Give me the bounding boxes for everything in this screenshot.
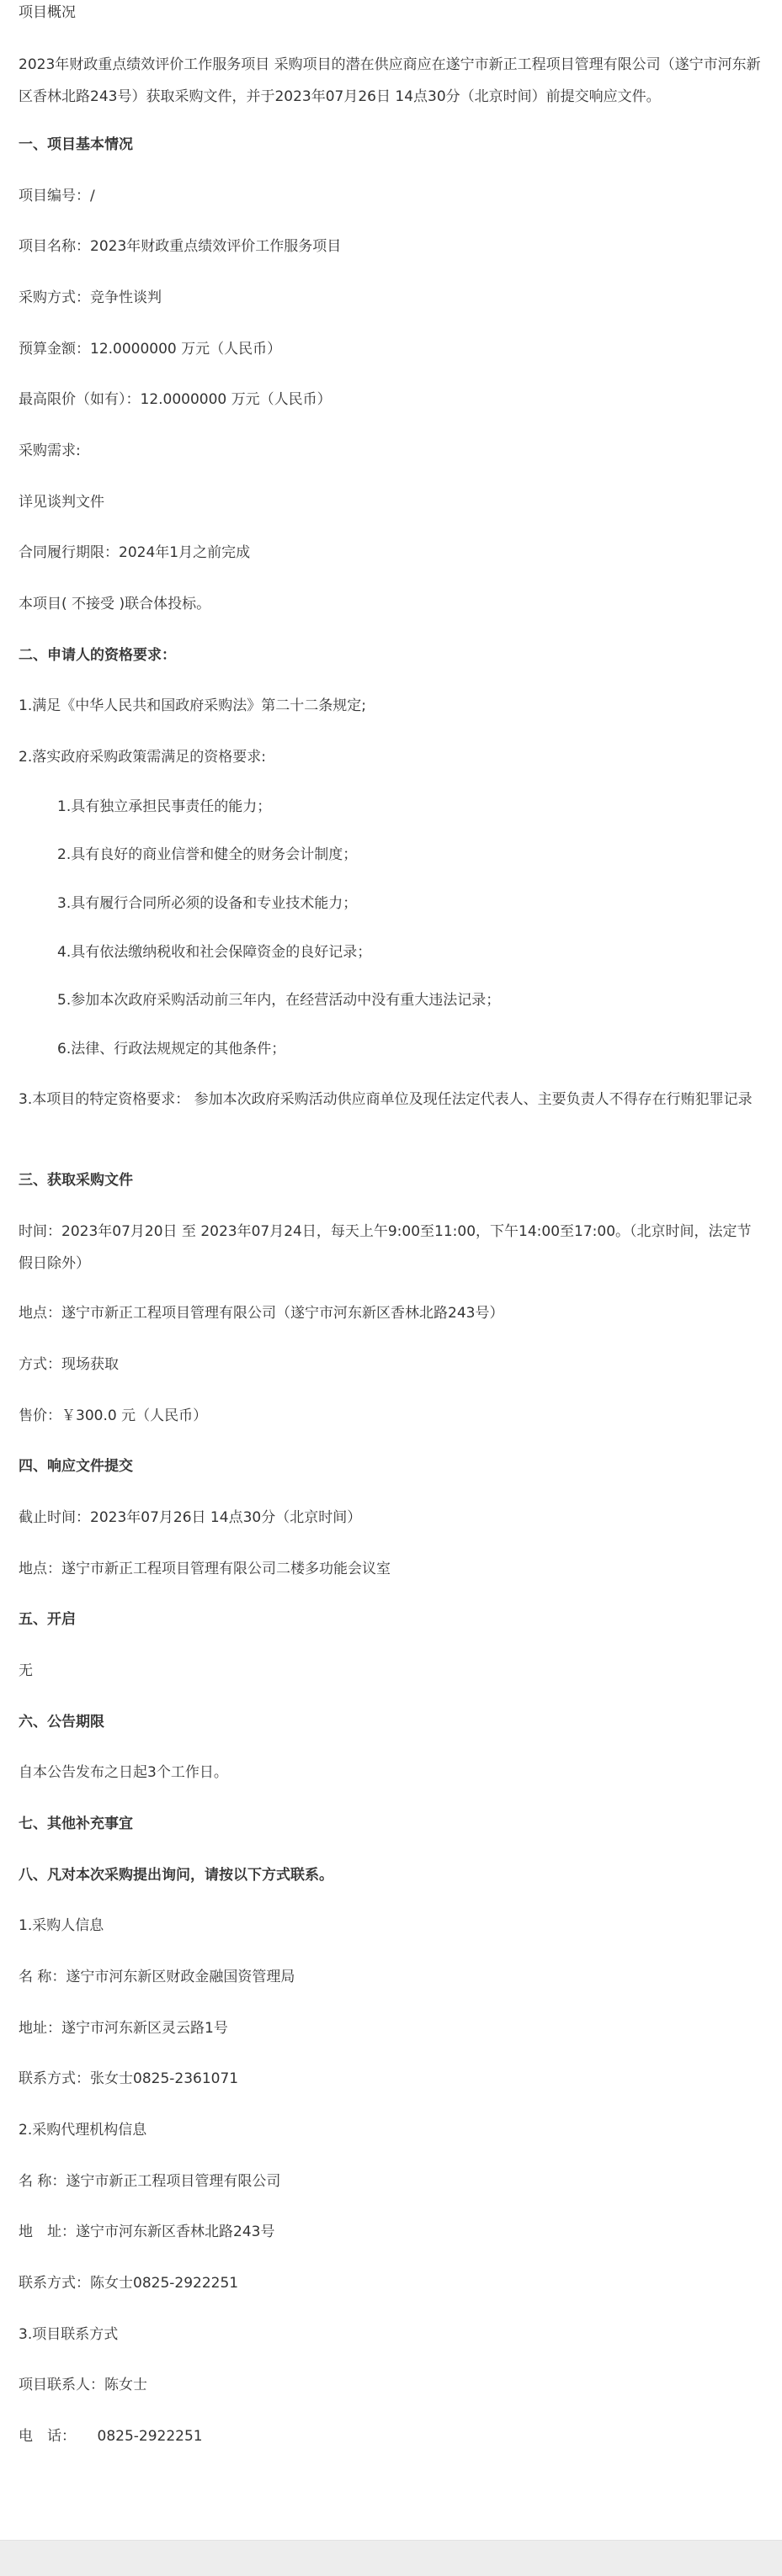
contract-term: 合同履行期限：2024年1月之前完成 xyxy=(19,544,251,561)
intro-paragraph: 2023年财政重点绩效评价工作服务项目 采购项目的潜在供应商应在遂宁市新正工程项目管理有限公司（遂宁市河东新区香林北路243号）获取采购文件，并于2023年07月26日 14点30分（北京时间）前提交响应文件。 xyxy=(19,56,761,105)
policy-requirement: 3.具有履行合同所必须的设备和专业技术能力； xyxy=(57,895,358,912)
project-name: 项目名称：2023年财政重点绩效评价工作服务项目 xyxy=(19,238,342,255)
qualification-item-2: 2.落实政府采购政策需满足的资格要求: xyxy=(19,749,266,766)
section6-heading: 六、公告期限 xyxy=(19,1714,104,1731)
section7-heading: 七、其他补充事宜 xyxy=(19,1815,133,1832)
section1-heading: 一、项目基本情况 xyxy=(19,136,133,153)
policy-requirement: 6.法律、行政法规规定的其他条件； xyxy=(57,1041,286,1057)
policy-requirement: 1.具有独立承担民事责任的能力； xyxy=(57,798,272,815)
budget-amount: 预算金额：12.0000000 万元（人民币） xyxy=(19,341,282,358)
section5-heading: 五、开启 xyxy=(19,1611,76,1628)
procurement-method: 采购方式：竞争性谈判 xyxy=(19,289,162,306)
section8-heading: 八、凡对本次采购提出询问，请按以下方式联系。 xyxy=(19,1867,333,1884)
project-number: 项目编号：/ xyxy=(19,188,95,204)
purchaser-name: 名 称：遂宁市河东新区财政金融国资管理局 xyxy=(19,1969,295,1985)
policy-requirement: 4.具有依法缴纳税收和社会保障资金的良好记录； xyxy=(57,944,372,961)
section4-heading: 四、响应文件提交 xyxy=(19,1458,133,1475)
purchaser-contact: 联系方式：张女士0825-2361071 xyxy=(19,2070,239,2087)
submission-deadline: 截止时间：2023年07月26日 14点30分（北京时间） xyxy=(19,1509,362,1526)
policy-requirement: 2.具有良好的商业信誉和健全的财务会计制度； xyxy=(57,846,358,863)
requirement-label: 采购需求: xyxy=(19,443,81,459)
agency-title: 2.采购代理机构信息 xyxy=(19,2122,147,2139)
acquisition-time: 时间：2023年07月20日 至 2023年07月24日，每天上午9:00至11:00，下午14:00至17:00。（北京时间，法定节假日除外） xyxy=(19,1223,752,1272)
requirement-value: 详见谈判文件 xyxy=(19,494,104,511)
footer-bar xyxy=(0,2540,782,2576)
opening-text: 无 xyxy=(19,1662,33,1679)
qualification-item-3: 3.本项目的特定资格要求： 参加本次政府采购活动供应商单位及现任法定代表人、主要负责人不得存在行贿犯罪记录 xyxy=(19,1091,753,1108)
purchaser-address: 地址：遂宁市河东新区灵云路1号 xyxy=(19,2020,228,2037)
overview-title: 项目概况 xyxy=(19,4,76,21)
section2-heading: 二、申请人的资格要求： xyxy=(19,647,176,664)
submission-place: 地点：遂宁市新正工程项目管理有限公司二楼多功能会议室 xyxy=(19,1561,391,1577)
project-contact-person: 项目联系人：陈女士 xyxy=(19,2377,147,2393)
qualification-item-1: 1.满足《中华人民共和国政府采购法》第二十二条规定; xyxy=(19,697,366,714)
document-price: 售价：￥300.0 元（人民币） xyxy=(19,1407,208,1424)
acquisition-manner: 方式：现场获取 xyxy=(19,1356,119,1373)
agency-contact: 联系方式：陈女士0825-2922251 xyxy=(19,2275,239,2292)
agency-name: 名 称：遂宁市新正工程项目管理有限公司 xyxy=(19,2173,281,2190)
announcement-period: 自本公告发布之日起3个工作日。 xyxy=(19,1764,228,1781)
section3-heading: 三、获取采购文件 xyxy=(19,1172,133,1189)
acquisition-place: 地点：遂宁市新正工程项目管理有限公司（遂宁市河东新区香林北路243号） xyxy=(19,1305,504,1322)
project-contact-title: 3.项目联系方式 xyxy=(19,2326,119,2343)
purchaser-title: 1.采购人信息 xyxy=(19,1917,104,1934)
project-contact-phone: 电 话： 0825-2922251 xyxy=(19,2428,203,2445)
policy-requirement: 5.参加本次政府采购活动前三年内，在经营活动中没有重大违法记录； xyxy=(57,992,501,1009)
agency-address: 地 址：遂宁市河东新区香林北路243号 xyxy=(19,2224,275,2240)
max-price: 最高限价（如有）：12.0000000 万元（人民币） xyxy=(19,391,332,408)
consortium-note: 本项目( 不接受 )联合体投标。 xyxy=(19,596,211,612)
